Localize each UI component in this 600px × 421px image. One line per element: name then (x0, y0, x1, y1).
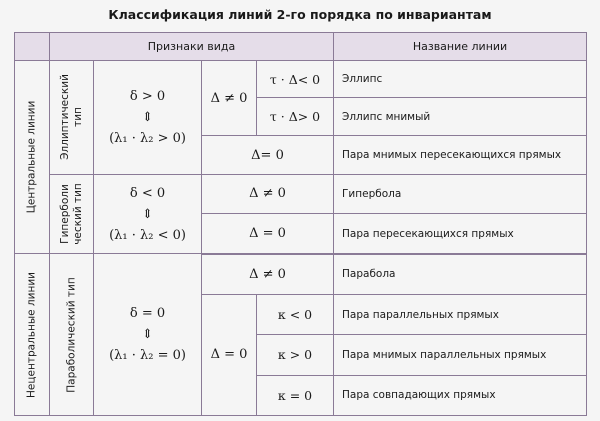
condition-parabolic: δ = 0 ⇕ (λ₁ · λ₂ = 0) (94, 254, 202, 416)
table-row (15, 60, 587, 97)
line-name-ellipse: Эллипс (334, 60, 587, 97)
hyperbolic-delta-zero: Δ = 0 (202, 214, 334, 254)
parabolic-kappa-neg: κ < 0 (257, 294, 334, 334)
header-features: Признаки вида (50, 33, 334, 61)
parabolic-delta-zero: Δ = 0 (202, 294, 257, 415)
hyperbolic-delta-ne: Δ ≠ 0 (202, 174, 334, 213)
line-name-parallel: Пара параллельных прямых (334, 294, 587, 334)
table-row (15, 174, 587, 213)
group-noncentral-label: Нецентральные линии (25, 271, 38, 398)
line-name-imaginary-ellipse: Эллипс мнимый (334, 98, 587, 136)
parabolic-delta-ne: Δ ≠ 0 (202, 254, 334, 294)
type-hyperbolic-label: Гиперболи ческий тип (58, 183, 84, 245)
elliptic-tau-pos: τ · Δ> 0 (257, 98, 334, 136)
parabolic-kappa-pos: κ > 0 (257, 335, 334, 375)
group-central-cell (15, 60, 50, 254)
type-elliptic-label: Эллиптический тип (58, 74, 84, 161)
line-name-parabola: Парабола (334, 254, 587, 294)
group-central-label: Центральные линии (25, 100, 38, 214)
type-parabolic-label: Параболический тип (65, 277, 77, 393)
classification-table (14, 32, 587, 416)
type-hyperbolic-cell (50, 174, 94, 254)
header-name: Название линии (334, 33, 587, 61)
condition-hyperbolic: δ < 0 ⇕ (λ₁ · λ₂ < 0) (94, 174, 202, 254)
line-name-coincident: Пара совпадающих прямых (334, 375, 587, 415)
line-name-hyperbola: Гипербола (334, 174, 587, 213)
elliptic-tau-neg: τ · Δ< 0 (257, 60, 334, 97)
type-parabolic-cell (50, 254, 94, 416)
elliptic-delta-ne: Δ ≠ 0 (202, 60, 257, 136)
parabolic-kappa-zero: κ = 0 (257, 375, 334, 415)
condition-elliptic: δ > 0 ⇕ (λ₁ · λ₂ > 0) (94, 60, 202, 174)
type-elliptic-cell (50, 60, 94, 174)
table-header-row (15, 33, 587, 61)
table-row (15, 254, 587, 294)
line-name-intersecting: Пара пересекающихся прямых (334, 214, 587, 254)
elliptic-delta-zero: Δ= 0 (202, 136, 334, 174)
group-noncentral-cell (15, 254, 50, 416)
line-name-imaginary-parallel: Пара мнимых параллельных прямых (334, 335, 587, 375)
page-title: Классификация линий 2-го порядка по инвариантам (108, 7, 492, 22)
line-name-imaginary-intersecting: Пара мнимых пересекающихся прямых (334, 136, 587, 174)
header-corner (15, 33, 50, 61)
